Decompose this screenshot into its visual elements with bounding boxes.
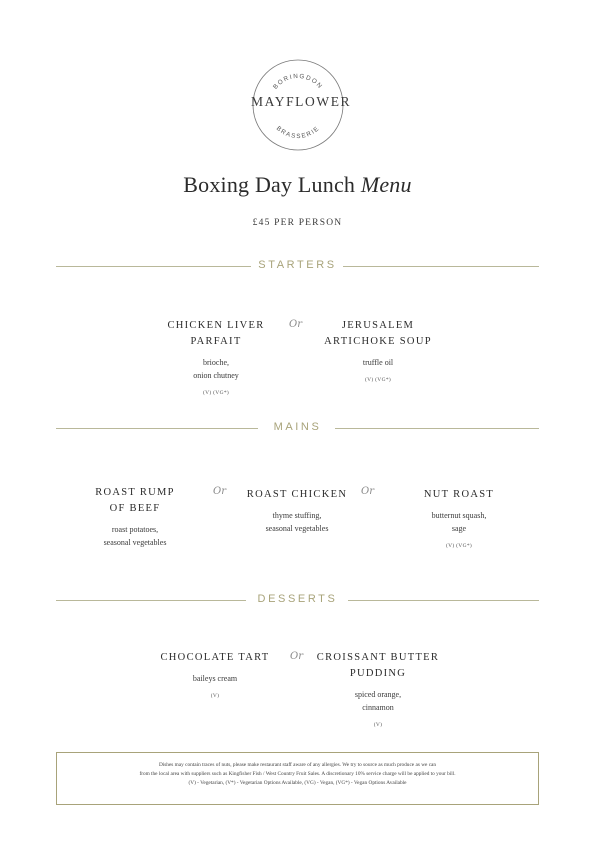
starters-heading: STARTERS (258, 259, 337, 271)
dish-desc-line: brioche, (203, 358, 229, 367)
dish-desc-line: roast potatoes, (111, 525, 159, 534)
dish-name-line: PARFAIT (190, 336, 242, 347)
dish-desc-line: seasonal vegetables (103, 538, 167, 547)
svg-text:BRASSERIE (275, 125, 321, 140)
dish-name-line: ROAST RUMP (95, 487, 175, 498)
dessert-item (151, 650, 279, 699)
logo-bottom-text: BRASSERIE (274, 124, 322, 141)
dish-name (318, 318, 438, 350)
price: £45 PER PERSON (252, 218, 343, 228)
dish-name-line: ARTICHOKE SOUP (324, 336, 432, 347)
main-item (404, 487, 514, 549)
logo-top-text: BORINGDON (272, 72, 324, 91)
dish-description (151, 672, 279, 685)
svg-text:BORINGDON (272, 73, 324, 91)
dish-desc-line: sage (451, 524, 467, 533)
dish-name (156, 318, 276, 350)
dish-name-line: NUT ROAST (423, 489, 495, 500)
dessert-item (312, 650, 444, 728)
starter-item (156, 318, 276, 396)
menu-title-main: Boxing Day Lunch (183, 172, 356, 197)
dish-name-line: CHICKEN LIVER (167, 320, 265, 331)
dish-desc-line: onion chutney (193, 371, 239, 380)
dish-description (404, 509, 514, 535)
dish-name (151, 650, 279, 666)
dish-name (80, 485, 190, 517)
footer-line: Dishes may contain traces of nuts, please make restaurant staff aware of any allergies. We try to source as much produce as we can (158, 762, 437, 768)
dietary-badge: (V) (VG*) (364, 377, 392, 383)
desserts-rule-right (348, 600, 539, 601)
dish-description (240, 509, 354, 535)
footer-line: from the local area with suppliers such as Kingfisher Fish / West Country Fruit Sales. A discretionary 10% service charge will be applied to your bill. (139, 771, 456, 777)
dish-name-line: OF BEEF (109, 503, 161, 514)
dish-desc-line: truffle oil (362, 358, 394, 367)
dish-name-line: CHOCOLATE TART (160, 652, 270, 663)
dish-desc-line: cinnamon (362, 703, 394, 712)
dish-description (80, 523, 190, 549)
dietary-badge: (V) (210, 693, 220, 699)
allergy-footer (56, 752, 539, 805)
or-separator: Or (290, 651, 303, 662)
or-separator: Or (213, 486, 226, 497)
menu-title-accent: Menu (360, 172, 412, 197)
dish-desc-line: thyme stuffing, (272, 511, 322, 520)
main-item (240, 487, 354, 535)
mains-heading: MAINS (273, 421, 322, 433)
dish-name (312, 650, 444, 682)
main-item (80, 485, 190, 549)
dish-desc-line: seasonal vegetables (265, 524, 329, 533)
dietary-badge: (V) (VG*) (202, 390, 230, 396)
starter-item (318, 318, 438, 383)
dish-desc-line: spiced orange, (354, 690, 402, 699)
dish-name-line: JERUSALEM (341, 320, 415, 331)
dietary-badge: (V) (VG*) (445, 543, 473, 549)
dish-desc-line: butternut squash, (431, 511, 487, 520)
dish-description (318, 356, 438, 369)
desserts-heading: DESSERTS (257, 593, 338, 605)
or-separator: Or (361, 486, 374, 497)
dish-name-line: PUDDING (349, 668, 407, 679)
dish-description (312, 688, 444, 714)
dish-description (156, 356, 276, 382)
or-separator: Or (289, 319, 302, 330)
dish-name-line: ROAST CHICKEN (246, 489, 348, 500)
dish-name (240, 487, 354, 503)
mains-rule-right (335, 428, 539, 429)
dietary-badge: (V) (373, 722, 383, 728)
menu-title (0, 172, 595, 198)
dish-name-line: CROISSANT BUTTER (316, 652, 440, 663)
starters-rule-right (343, 266, 539, 267)
footer-line: (V) - Vegetarian, (V*) - Vegetarian Options Available, (VG) - Vegan, (VG*) - Vegan Options Available (188, 780, 407, 786)
dish-desc-line: baileys cream (192, 674, 238, 683)
logo-name: MAYFLOWER (251, 94, 352, 109)
dish-name (404, 487, 514, 503)
brasserie-logo (251, 58, 352, 152)
